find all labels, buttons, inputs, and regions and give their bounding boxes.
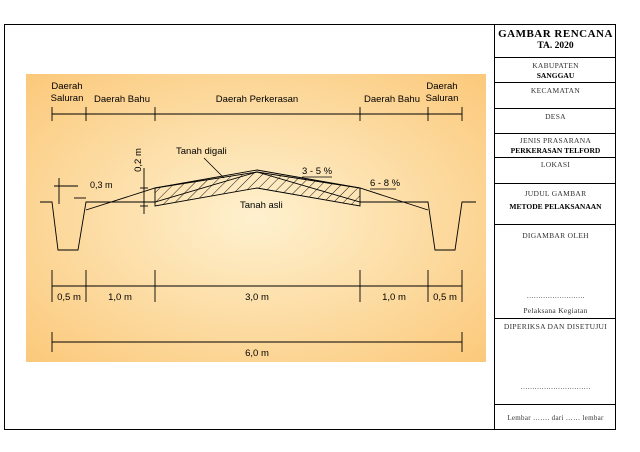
cross-section-drawing [26,74,486,362]
diperiksa-signature-line: ………………………… [520,383,591,391]
diperiksa-label: DIPERIKSA DAN DISETUJUI [503,322,608,331]
lokasi-label: LOKASI [540,160,571,169]
kecamatan-label: KECAMATAN [530,86,581,95]
desa-label: DESA [545,112,566,121]
jenis-label: JENIS PRASARANA [519,136,592,145]
title-block-lokasi [495,158,616,184]
kabupaten-label: KABUPATEN [532,61,579,70]
drawing-title: GAMBAR RENCANA [498,28,613,40]
ditch-depth-label: 0,3 m [90,180,113,190]
dimension-bahu-right: 1,0 m [382,292,406,303]
judul-label: JUDUL GAMBAR [524,189,587,198]
jenis-value: PERKERASAN TELFORD [510,146,601,155]
digambar-label: DIGAMBAR OLEH [522,231,589,240]
drawing-year: TA. 2020 [537,41,574,51]
pavement-slope-label: 3 - 5 % [302,166,333,177]
dimension-total: 6,0 m [245,348,269,359]
dimension-saluran-right: 0,5 m [433,292,457,303]
thickness-label: 0,2 m [133,148,144,172]
kabupaten-value: SANGGAU [536,71,575,80]
native-soil-label: Tanah asli [240,200,283,211]
zone-label-saluran-right-2: Saluran [425,93,459,104]
digambar-signature-line: ……………………. [526,292,585,300]
dimension-bahu-left: 1,0 m [108,292,132,303]
zone-label-bahu-right: Daerah Bahu [364,94,420,105]
zone-label-saluran-left-1: Daerah [51,81,83,92]
shoulder-slope-label: 6 - 8 % [370,178,401,189]
pelaksana-label: Pelaksana Kegiatan [523,306,588,315]
title-block-desa [495,109,616,134]
drawing-background [26,74,486,362]
excavation-label: Tanah digali [176,146,227,157]
judul-value: METODE PELAKSANAAN [509,202,602,211]
zone-label-saluran-right-1: Daerah [426,81,458,92]
zone-label-bahu-left: Daerah Bahu [94,94,150,105]
title-block-judul [495,184,616,225]
title-block-header [495,24,616,58]
dimension-saluran-left: 0,5 m [57,292,81,303]
lembar-text: Lembar ……. dari …… lembar [507,414,604,422]
title-block-digambar [495,225,616,319]
title-block [494,24,616,430]
title-block-lembar [495,405,616,430]
title-block-jenis [495,134,616,158]
title-block-kecamatan [495,83,616,109]
title-block-kabupaten [495,58,616,83]
zone-label-perkerasan: Daerah Perkerasan [215,94,299,105]
zone-label-saluran-left-2: Saluran [50,93,84,104]
dimension-perkerasan: 3,0 m [245,292,269,303]
cross-section-svg [26,74,486,362]
title-block-diperiksa [495,319,616,405]
